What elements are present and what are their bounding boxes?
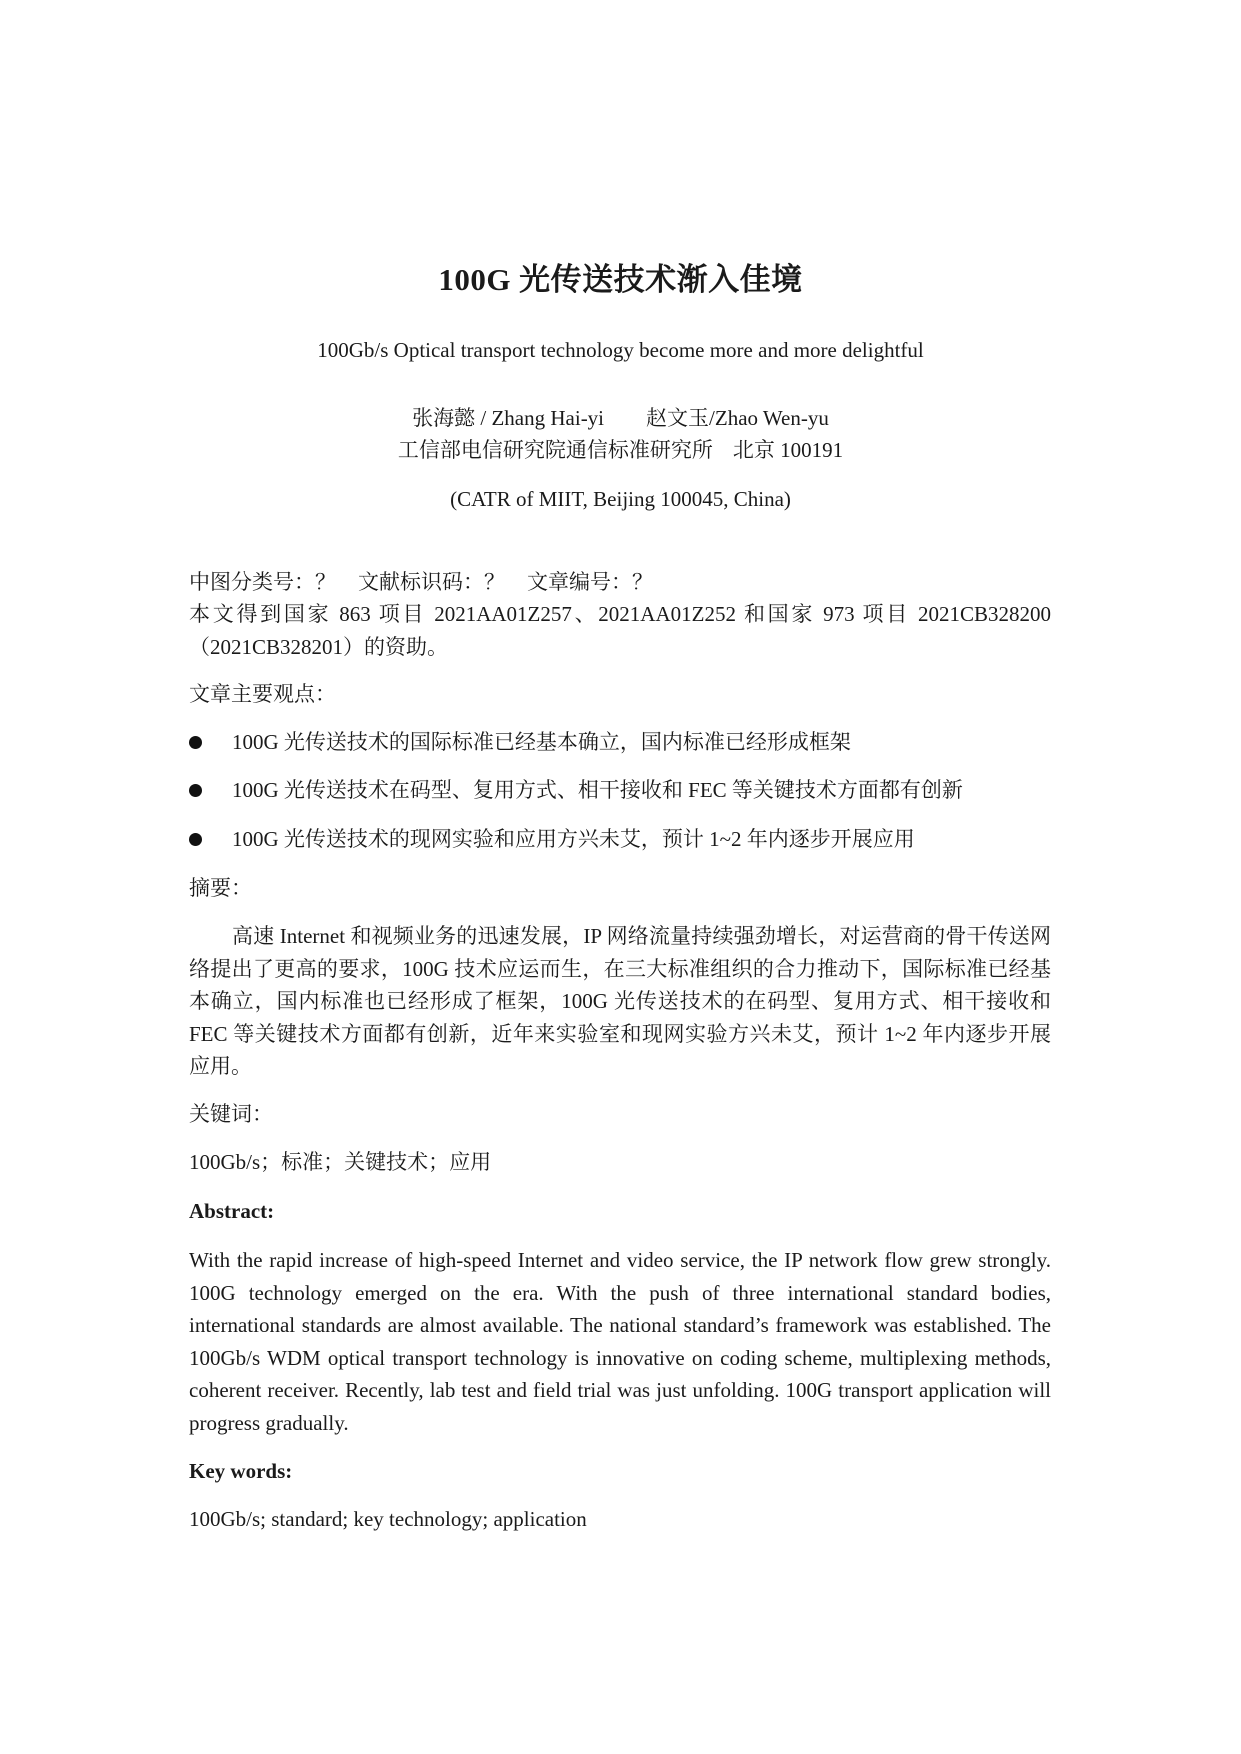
affiliation-english: (CATR of MIIT, Beijing 100045, China)	[450, 487, 791, 511]
keywords-en-body: 100Gb/s; standard; key technology; application	[189, 1507, 587, 1531]
affiliation-org: 工信部电信研究院通信标准研究所	[397, 438, 713, 462]
bullet-icon	[189, 784, 202, 797]
abstract-en-heading: Abstract:	[189, 1199, 275, 1223]
abstract-cn-heading: 摘要：	[189, 876, 252, 900]
affiliation-city-zip: 北京 100191	[732, 438, 844, 462]
viewpoint-text: 100G 光传送技术在码型、复用方式、相干接收和 FEC 等关键技术方面都有创新	[232, 778, 963, 802]
author-1: 张海懿 / Zhang Hai-yi	[412, 406, 605, 430]
abstract-cn-body: 高速 Internet 和视频业务的迅速发展，IP 网络流量持续强劲增长，对运营商的骨干传送网络提出了更高的要求，100G 技术应运而生，在三大标准组织的合力推动下，国际标准已经基本确立，国内标准也已经形成了框架，100G 光传送技术的在码型、复用方式、相干接收和 FEC 等关键技术方面都有创新，近年来实验室和现网实验方兴未艾，预计 1~2 年内逐步开展应用。	[189, 924, 1051, 1078]
author-line	[0, 402, 1241, 432]
keywords-cn-body: 100Gb/s；标准；关键技术；应用	[189, 1150, 492, 1174]
abstract-en-body: With the rapid increase of high-speed Internet and video service, the IP network flow grew strongly. 100G technology emerged on the era. With the push of three international standard bodies, international standards are almost available. The national standard’s framework was established. The 100Gb/s WDM optical transport technology is innovative on coding scheme, multiplexing methods, coherent receiver. Recently, lab test and field trial was just unfolding. 100G transport application will progress gradually.	[189, 1248, 1051, 1435]
article-number: 文章编号：？	[527, 570, 653, 594]
affiliation-line	[0, 434, 1241, 464]
bullet-icon	[189, 833, 202, 846]
keywords-cn-heading: 关键词：	[189, 1102, 273, 1126]
bullet-icon	[189, 736, 202, 749]
keywords-en-heading: Key words:	[189, 1459, 293, 1483]
funding-statement: 本文得到国家 863 项目 2021AA01Z257、2021AA01Z252 和国家 973 项目 2021CB328200（2021CB328201）的资助。	[189, 602, 1051, 659]
document-code: 文献标识码：？	[358, 570, 505, 594]
paper-subtitle-english: 100Gb/s Optical transport technology become more and more delightful	[317, 338, 924, 362]
viewpoint-text: 100G 光传送技术的现网实验和应用方兴未艾，预计 1~2 年内逐步开展应用	[232, 827, 915, 851]
viewpoints-heading: 文章主要观点：	[189, 682, 336, 706]
author-2: 赵文玉/Zhao Wen-yu	[646, 406, 829, 430]
classification-line	[189, 566, 1051, 599]
clc-number: 中图分类号：？	[189, 570, 336, 594]
viewpoint-text: 100G 光传送技术的国际标准已经基本确立，国内标准已经形成框架	[232, 730, 851, 754]
paper-title: 100G 光传送技术渐入佳境	[438, 262, 803, 297]
